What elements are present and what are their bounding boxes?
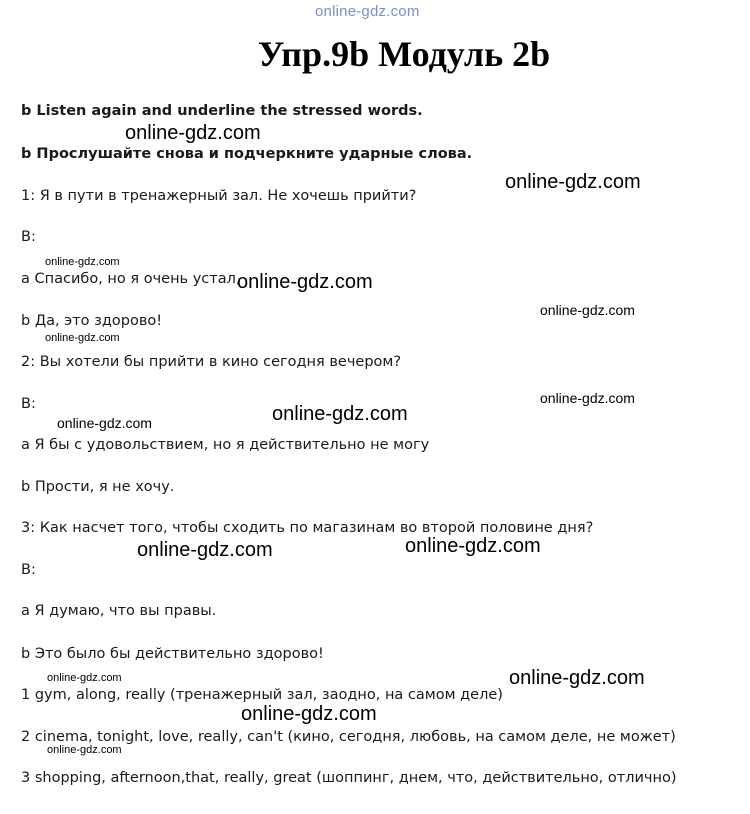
watermark-large: online-gdz.com [241,703,377,725]
watermark-medium: online-gdz.com [540,302,635,318]
dialogue-1-b-label: B: [21,229,36,245]
answer-3: 3 shopping, afternoon,that, really, great (шоппинг, днем, что, действительно, отлично) [21,770,677,786]
watermark-small: online-gdz.com [47,744,122,756]
dialogue-3-option-b: b Это было бы действительно здорово! [21,646,324,662]
instruction-russian: b Прослушайте снова и подчеркните ударные слова. [21,146,473,162]
answer-1: 1 gym, along, really (тренажерный зал, заодно, на самом деле) [21,687,503,703]
watermark-medium: online-gdz.com [57,415,152,431]
dialogue-3-option-a: а Я думаю, что вы правы. [21,603,217,619]
instruction-english: b Listen again and underline the stressed words. [21,103,423,119]
watermark-large: online-gdz.com [237,271,373,293]
watermark-large: online-gdz.com [125,122,261,144]
watermark-large: online-gdz.com [509,667,645,689]
page-title: Упр.9b Модуль 2b [257,34,551,74]
dialogue-2-b-label: B: [21,396,36,412]
watermark-small: online-gdz.com [45,256,120,268]
answer-2: 2 cinema, tonight, love, really, can't (кино, сегодня, любовь, на самом деле, не может) [21,729,676,745]
watermark-large: online-gdz.com [137,539,273,561]
watermark-large: online-gdz.com [272,403,408,425]
dialogue-1-question: 1: Я в пути в тренажерный зал. Не хочешь прийти? [21,188,417,204]
dialogue-2-question: 2: Вы хотели бы прийти в кино сегодня вечером? [21,354,402,370]
watermark-small: online-gdz.com [47,672,122,684]
watermark-small: online-gdz.com [45,332,120,344]
dialogue-3-question: 3: Как насчет того, чтобы сходить по магазинам во второй половине дня? [21,520,594,536]
watermark-medium: online-gdz.com [540,390,635,406]
watermark-large: online-gdz.com [405,535,541,557]
watermark-top: online-gdz.com [315,3,420,20]
dialogue-1-option-a: а Спасибо, но я очень устал, [21,271,241,287]
dialogue-1-option-b: b Да, это здорово! [21,313,163,329]
watermark-large: online-gdz.com [505,171,641,193]
dialogue-2-option-b: b Прости, я не хочу. [21,479,175,495]
dialogue-3-b-label: B: [21,562,36,578]
dialogue-2-option-a: а Я бы с удовольствием, но я действительно не могу [21,437,430,453]
